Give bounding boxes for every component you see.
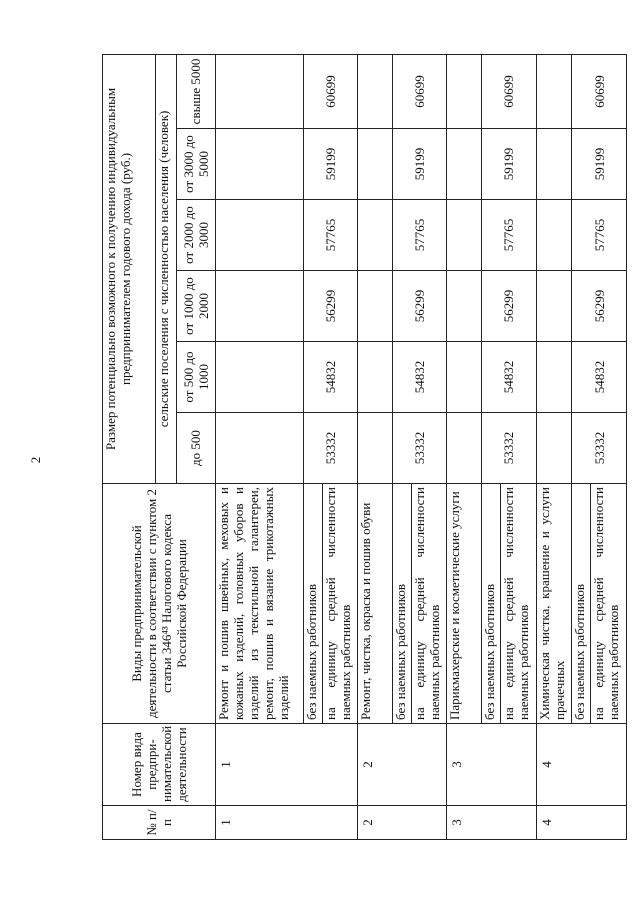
value-cell: 60699 bbox=[572, 54, 627, 128]
income-table bbox=[102, 54, 627, 840]
value-cell: 56299 bbox=[482, 271, 536, 342]
value-cell: 57765 bbox=[304, 200, 358, 271]
value-cell: 60699 bbox=[304, 54, 358, 128]
header-band: от 500 до 1000 bbox=[176, 342, 215, 413]
value-cell: 56299 bbox=[572, 271, 627, 342]
row-sub-no-employees: без наемных работников bbox=[482, 484, 501, 724]
value-cell: 57765 bbox=[393, 200, 447, 271]
row-sub-no-employees: без наемных работников bbox=[304, 484, 323, 724]
row-no: 2 bbox=[358, 806, 447, 840]
row-no: 4 bbox=[536, 806, 627, 840]
value-cell: 60699 bbox=[482, 54, 536, 128]
header-kind: Виды предпринимательской деятельности в соответствии с пунктом 2 статьи 346⁴³ Налогового кодекса Российской Федерации bbox=[103, 484, 216, 724]
header-band: от 2000 до 3000 bbox=[176, 200, 215, 271]
value-cell: 59199 bbox=[304, 129, 358, 200]
value-cell: 53332 bbox=[572, 413, 627, 484]
row-type-no: 2 bbox=[358, 724, 447, 806]
header-rural: сельские поселения с численностью населения (человек) bbox=[156, 54, 177, 483]
value-cell: 53332 bbox=[482, 413, 536, 484]
row-sub-per-employee: на единицу средней численности наемных работников bbox=[411, 484, 447, 724]
value-cell: 57765 bbox=[572, 200, 627, 271]
row-title: Ремонт, чистка, окраска и пошив обуви bbox=[358, 484, 393, 724]
value-cell: 53332 bbox=[393, 413, 447, 484]
header-no: № п/п bbox=[103, 806, 216, 840]
header-band: от 1000 до 2000 bbox=[176, 271, 215, 342]
table-row bbox=[536, 54, 572, 839]
header-type-no: Номер вида предпри-нимательской деятельности bbox=[103, 724, 216, 806]
value-cell: 59199 bbox=[393, 129, 447, 200]
header-band: от 3000 до 5000 bbox=[176, 129, 215, 200]
row-sub-per-employee: на единицу средней численности наемных работников bbox=[322, 484, 358, 724]
row-title: Ремонт и пошив швейных, меховых и кожаных изделий, головных уборов и изделий из текстильной галантереи, ремонт, пошив и вязание трикотажных изделий bbox=[215, 484, 303, 724]
value-cell: 53332 bbox=[304, 413, 358, 484]
row-no: 3 bbox=[447, 806, 536, 840]
table-row bbox=[215, 54, 303, 839]
row-sub-per-employee: на единицу средней численности наемных работников bbox=[500, 484, 536, 724]
row-type-no: 3 bbox=[447, 724, 536, 806]
row-sub-no-employees: без наемных работников bbox=[572, 484, 591, 724]
header-band: до 500 bbox=[176, 413, 215, 484]
value-cell: 54832 bbox=[482, 342, 536, 413]
row-sub-no-employees: без наемных работников bbox=[393, 484, 412, 724]
table-row bbox=[358, 54, 393, 839]
row-sub-per-employee: на единицу средней численности наемных работников bbox=[590, 484, 626, 724]
rotated-table-wrapper bbox=[102, 55, 627, 840]
value-cell: 57765 bbox=[482, 200, 536, 271]
row-title: Химическая чистка, крашение и услуги прачечных bbox=[536, 484, 572, 724]
page-number: 2 bbox=[28, 456, 43, 464]
value-cell: 56299 bbox=[304, 271, 358, 342]
value-cell: 59199 bbox=[482, 129, 536, 200]
row-type-no: 1 bbox=[215, 724, 358, 806]
value-cell: 54832 bbox=[393, 342, 447, 413]
value-cell: 60699 bbox=[393, 54, 447, 128]
value-cell: 54832 bbox=[304, 342, 358, 413]
table-row bbox=[447, 54, 482, 839]
value-cell: 54832 bbox=[572, 342, 627, 413]
header-band: свыше 5000 bbox=[176, 54, 215, 128]
row-no: 1 bbox=[215, 806, 358, 840]
value-cell: 59199 bbox=[572, 129, 627, 200]
row-title: Парикмахерские и косметические услуги bbox=[447, 484, 482, 724]
row-type-no: 4 bbox=[536, 724, 627, 806]
value-cell: 56299 bbox=[393, 271, 447, 342]
header-income-size: Размер потенциально возможного к получению индивидуальным предпринимателем годового дохода (руб.) bbox=[103, 54, 156, 483]
